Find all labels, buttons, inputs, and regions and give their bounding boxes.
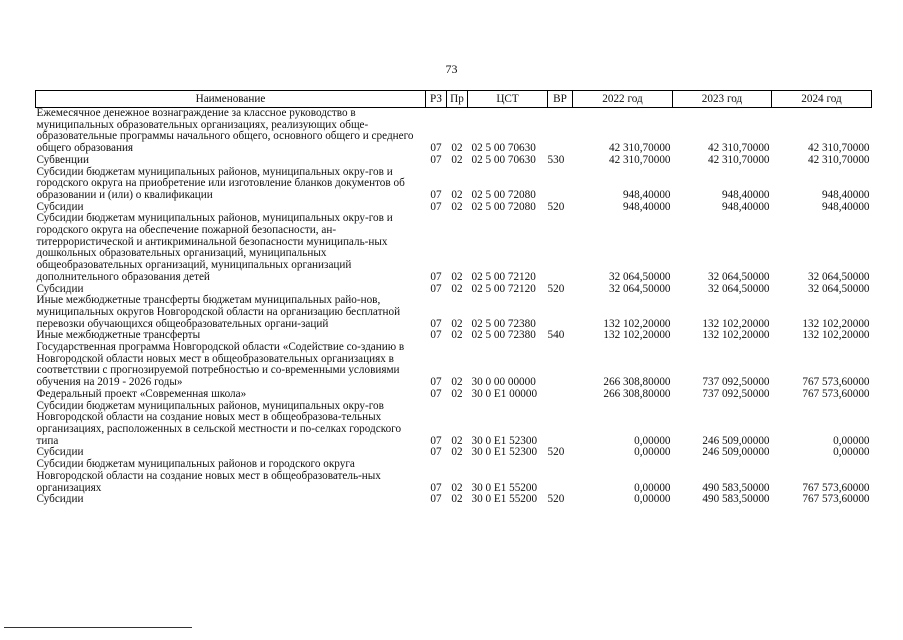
row-2022: 0,00000	[634, 446, 671, 459]
row-pr: 02	[451, 329, 463, 342]
row-pr: 02	[451, 317, 463, 330]
row-2022: 266 308,80000	[603, 376, 671, 389]
row-2023: 737 092,50000	[702, 387, 770, 400]
row-2024: 42 310,70000	[807, 142, 870, 155]
header-row	[36, 91, 872, 108]
row-rz: 07	[430, 446, 442, 459]
row-cst: 30 0 E1 55200	[471, 493, 538, 506]
row-name: Ежемесячное денежное вознаграждение за классное руководство в муниципальных образовательных организациях, реализующих обще-образовательные программы начального общего, основного общего и среднего общего образования	[36, 107, 414, 155]
row-pr: 02	[451, 153, 463, 166]
table-row	[36, 167, 872, 202]
table-row	[36, 213, 872, 283]
row-2022: 948,40000	[622, 200, 671, 213]
table-row	[36, 342, 872, 389]
row-2023: 32 064,50000	[707, 270, 770, 283]
row-2024: 767 573,60000	[802, 481, 870, 494]
row-name: Государственная программа Новгородской области «Содействие со-зданию в Новгородской области новых мест в общеобразовательных организациях в соответствии с прогнозируемой потребностью и со-временными условиями обучения на 2019 - 2026 годы»	[36, 341, 405, 389]
row-2024: 42 310,70000	[807, 153, 870, 166]
table-row	[36, 295, 872, 330]
row-vr	[548, 459, 573, 494]
row-2023: 246 509,00000	[702, 434, 770, 447]
row-pr: 02	[451, 200, 463, 213]
row-2024: 767 573,60000	[802, 493, 870, 506]
row-2024: 767 573,60000	[802, 387, 870, 400]
row-cst: 30 0 E1 00000	[471, 387, 538, 400]
table-header	[36, 91, 872, 108]
table-body	[36, 108, 872, 506]
row-2024: 767 573,60000	[802, 376, 870, 389]
row-name: Субсидии бюджетам муниципальных районов и городского округа Новгородской области на создание новых мест в общеобразователь-ных организациях	[36, 458, 381, 494]
row-cst: 02 5 00 70630	[471, 142, 536, 155]
row-vr	[548, 401, 573, 448]
row-name: Иные межбюджетные трансферты	[36, 329, 201, 342]
row-pr: 02	[451, 434, 463, 447]
row-2024: 0,00000	[833, 434, 870, 447]
page-number: 73	[445, 62, 458, 76]
row-rz: 07	[430, 329, 442, 342]
row-vr	[548, 342, 573, 389]
header-2022: 2022 год	[573, 91, 673, 108]
row-cst: 02 5 00 72380	[471, 317, 536, 330]
table-row	[36, 494, 872, 506]
row-cst: 02 5 00 72080	[471, 188, 536, 201]
header-2024: 2024 год	[772, 91, 872, 108]
row-vr: 520	[547, 282, 565, 295]
row-2023: 132 102,20000	[702, 317, 770, 330]
row-2022: 0,00000	[634, 481, 671, 494]
row-2023: 490 583,50000	[702, 481, 770, 494]
row-2023: 948,40000	[721, 200, 770, 213]
row-pr: 02	[451, 270, 463, 283]
row-2022: 32 064,50000	[608, 270, 671, 283]
header-vr: ВР	[548, 91, 573, 108]
row-2023: 490 583,50000	[702, 493, 770, 506]
table-row	[36, 155, 872, 167]
row-rz: 07	[430, 200, 442, 213]
row-2023: 32 064,50000	[707, 282, 770, 295]
row-2024: 132 102,20000	[802, 329, 870, 342]
row-2023: 42 310,70000	[707, 153, 770, 166]
row-vr	[548, 213, 573, 283]
header-pr: Пр	[447, 91, 468, 108]
row-2022: 132 102,20000	[603, 329, 671, 342]
row-cst: 30 0 00 00000	[471, 376, 536, 389]
row-2024: 0,00000	[833, 446, 870, 459]
budget-table	[35, 90, 872, 506]
row-2024: 32 064,50000	[807, 270, 870, 283]
row-vr	[548, 389, 573, 401]
row-name: Субсидии	[36, 282, 84, 295]
row-cst: 30 0 E1 52300	[471, 446, 538, 459]
row-pr: 02	[451, 387, 463, 400]
row-name: Субсидии бюджетам муниципальных районов, муниципальных окру-гов и городского округа на приобретение или изготовление бланков документов об образовании и (или) о квалификации	[36, 165, 405, 201]
row-pr: 02	[451, 188, 463, 201]
row-2023: 42 310,70000	[707, 142, 770, 155]
row-2022: 132 102,20000	[603, 317, 671, 330]
row-pr: 02	[451, 282, 463, 295]
row-rz: 07	[430, 153, 442, 166]
row-name: Субвенции	[36, 153, 89, 166]
header-cst: ЦСТ	[468, 91, 548, 108]
row-2024: 948,40000	[821, 188, 870, 201]
row-rz: 07	[430, 317, 442, 330]
row-vr	[548, 167, 573, 202]
row-2024: 948,40000	[821, 200, 870, 213]
row-rz: 07	[430, 270, 442, 283]
row-vr: 520	[547, 446, 565, 459]
row-pr: 02	[451, 446, 463, 459]
row-2022: 266 308,80000	[603, 387, 671, 400]
row-2022: 42 310,70000	[608, 153, 671, 166]
table-row	[36, 108, 872, 155]
row-name: Субсидии бюджетам муниципальных районов, муниципальных окру-гов Новгородской области на создание новых мест в общеобразова-тельных организациях, расположенных в сельской местности и по-селках городского типа	[36, 399, 402, 447]
row-cst: 02 5 00 70630	[471, 153, 536, 166]
row-2022: 948,40000	[622, 188, 671, 201]
header-name: Наименование	[36, 91, 426, 108]
row-rz: 07	[430, 387, 442, 400]
row-cst: 02 5 00 72120	[471, 270, 536, 283]
row-name: Субсидии	[36, 200, 84, 213]
row-2023: 132 102,20000	[702, 329, 770, 342]
row-pr: 02	[451, 481, 463, 494]
row-2023: 948,40000	[721, 188, 770, 201]
row-2022: 0,00000	[634, 434, 671, 447]
row-2023: 246 509,00000	[702, 446, 770, 459]
row-name: Иные межбюджетные трансферты бюджетам муниципальных райо-нов, муниципальных округов Новгородской области на организацию бесплатной перевозки обучающихся общеобразовательных органи-заций	[36, 294, 401, 330]
row-cst: 02 5 00 72120	[471, 282, 536, 295]
row-name: Субсидии бюджетам муниципальных районов, муниципальных окру-гов и городского округа на обеспечение пожарной безопасности, ан-титеррористической и антикриминальной безопасности муниципаль-ных дошкольных образовательных организаций, муниципальных общеобразовательных организаций, муниципальных организаций дополнительного образования детей	[36, 212, 393, 283]
row-pr: 02	[451, 376, 463, 389]
row-vr: 520	[547, 200, 565, 213]
row-rz: 07	[430, 493, 442, 506]
row-cst: 30 0 E1 55200	[471, 481, 538, 494]
row-rz: 07	[430, 142, 442, 155]
row-cst: 30 0 E1 52300	[471, 434, 538, 447]
table-row	[36, 401, 872, 448]
row-vr	[548, 295, 573, 330]
row-2023: 737 092,50000	[702, 376, 770, 389]
row-name: Субсидии	[36, 446, 84, 459]
footnote-separator	[4, 627, 192, 628]
row-rz: 07	[430, 376, 442, 389]
row-cst: 02 5 00 72080	[471, 200, 536, 213]
row-pr: 02	[451, 142, 463, 155]
row-name: Федеральный проект «Современная школа»	[36, 387, 247, 400]
row-2022: 0,00000	[634, 493, 671, 506]
row-vr	[548, 108, 573, 155]
table-row	[36, 459, 872, 494]
row-2024: 132 102,20000	[802, 317, 870, 330]
row-2022: 42 310,70000	[608, 142, 671, 155]
row-rz: 07	[430, 282, 442, 295]
table-row	[36, 389, 872, 401]
row-2024: 32 064,50000	[807, 282, 870, 295]
header-rz: РЗ	[426, 91, 447, 108]
row-vr: 530	[547, 153, 565, 166]
row-2022: 32 064,50000	[608, 282, 671, 295]
row-cst: 02 5 00 72380	[471, 329, 536, 342]
row-rz: 07	[430, 434, 442, 447]
row-pr: 02	[451, 493, 463, 506]
row-rz: 07	[430, 481, 442, 494]
row-vr: 540	[547, 329, 565, 342]
header-2023: 2023 год	[673, 91, 772, 108]
row-name: Субсидии	[36, 493, 84, 506]
row-vr: 520	[547, 493, 565, 506]
row-rz: 07	[430, 188, 442, 201]
